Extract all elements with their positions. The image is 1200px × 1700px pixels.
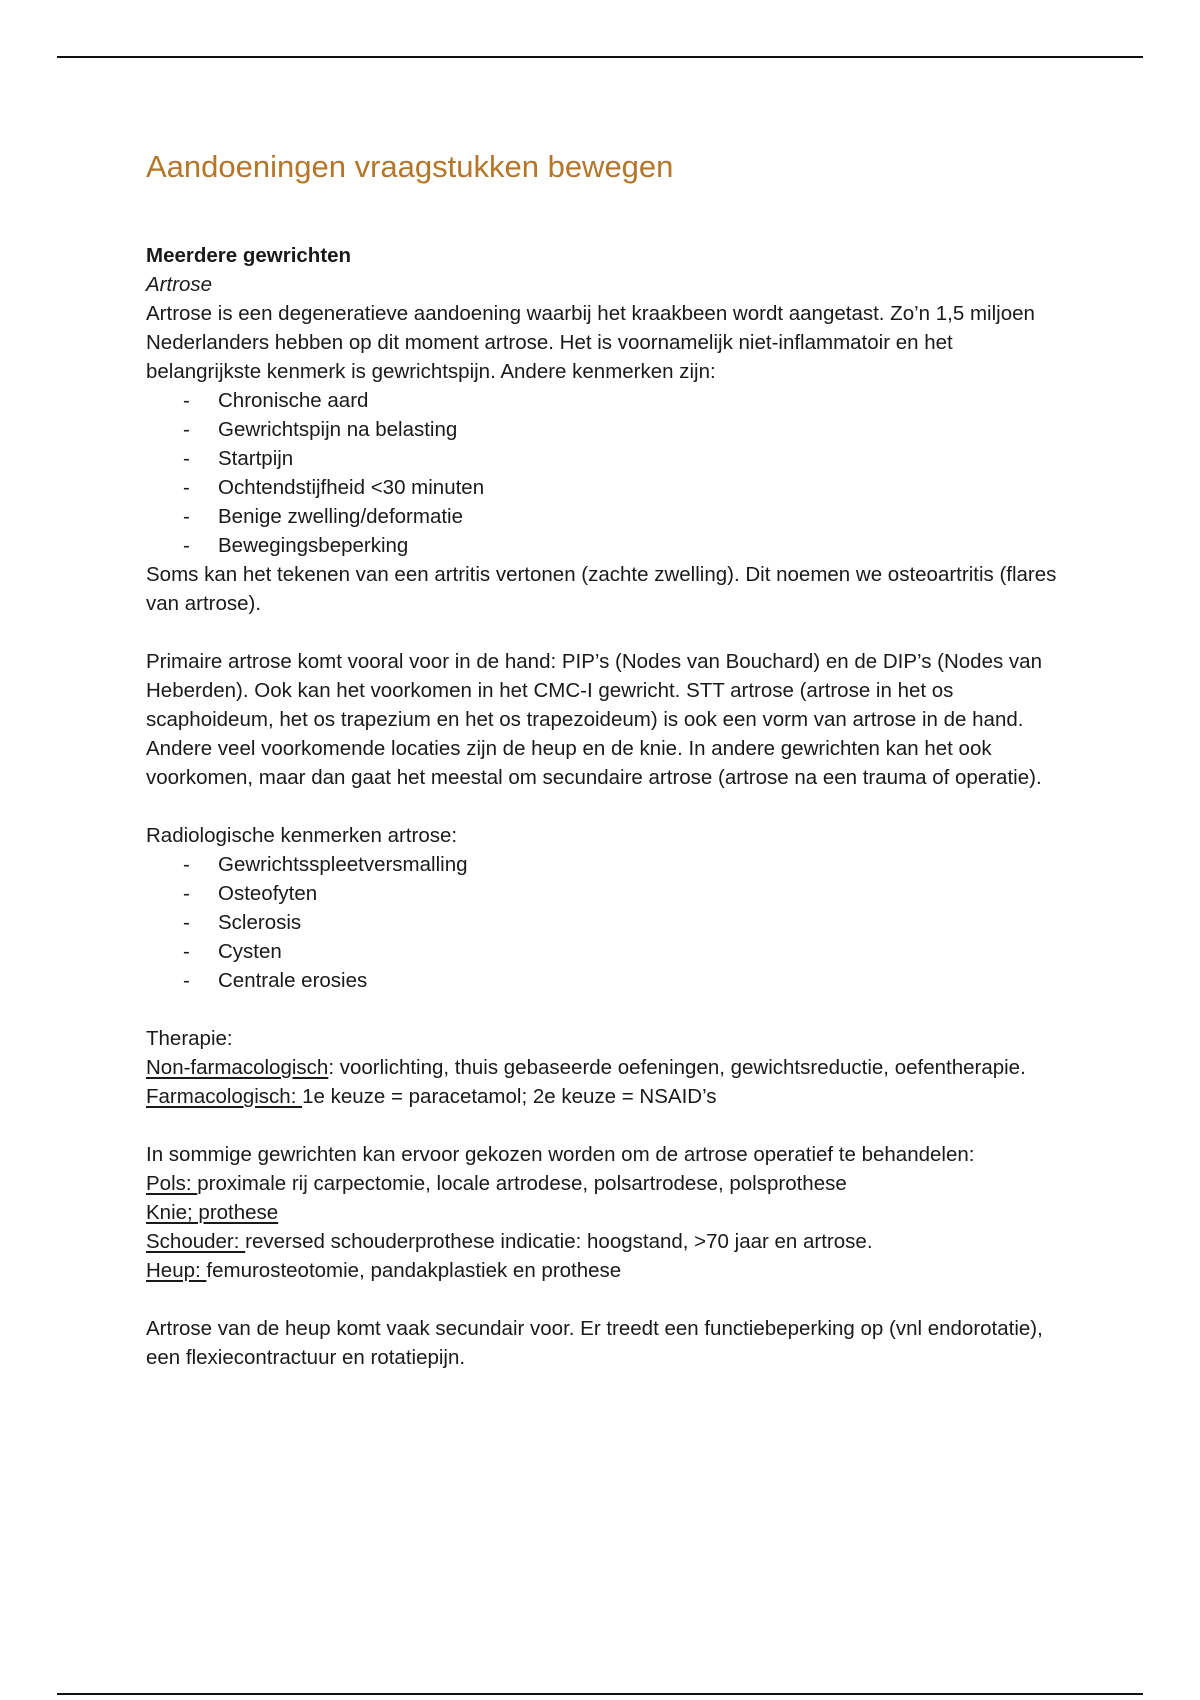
document-body [146, 142, 1066, 1372]
radiology-label: Radiologische kenmerken artrose: [146, 824, 458, 847]
list-item: - Benige zwelling/deformatie [146, 502, 1066, 531]
surgery-label: Knie; prothese [146, 1201, 279, 1224]
surgery-item-pols [146, 1169, 1066, 1198]
list-item: - Bewegingsbeperking [146, 531, 1066, 560]
list-item: - Chronische aard [146, 386, 1066, 415]
list-item: - Gewrichtspijn na belasting [146, 415, 1066, 444]
radiology-list [146, 850, 1066, 995]
surgery-text: femurosteotomie, pandakplastiek en prothese [206, 1259, 622, 1282]
list-item: - Gewrichtsspleetversmalling [146, 850, 1066, 879]
therapy-nonpharm-text: : voorlichting, thuis gebaseerde oefeningen, gewichtsreductie, oefentherapie. [328, 1056, 1026, 1079]
list-item: - Ochtendstijfheid <30 minuten [146, 473, 1066, 502]
therapy-pharm [146, 1082, 1066, 1111]
hip-paragraph: Artrose van de heup komt vaak secundair voor. Er treedt een functiebeperking op (vnl endorotatie), een flexiecontractuur en rotatiepijn. [146, 1317, 1043, 1369]
therapy-nonpharm [146, 1053, 1066, 1082]
surgery-label: Schouder: [146, 1230, 246, 1253]
surgery-text: reversed schouderprothese indicatie: hoogstand, >70 jaar en artrose. [245, 1230, 873, 1253]
osteoarthritis-note: Soms kan het tekenen van een artritis vertonen (zachte zwelling). Dit noemen we osteoartritis (flares van artrose). [146, 563, 1057, 615]
page-title: Aandoeningen vraagstukken bewegen [146, 149, 674, 184]
bottom-rule [57, 1693, 1143, 1695]
list-item: - Startpijn [146, 444, 1066, 473]
therapy-pharm-label: Farmacologisch: [146, 1085, 303, 1108]
surgery-label: Heup: [146, 1259, 207, 1282]
therapy-nonpharm-label: Non-farmacologisch [146, 1056, 329, 1079]
surgery-intro: In sommige gewrichten kan ervoor gekozen worden om de artrose operatief te behandelen: [146, 1143, 975, 1166]
list-item: - Sclerosis [146, 908, 1066, 937]
subheading: Artrose [146, 273, 213, 296]
list-item: - Osteofyten [146, 879, 1066, 908]
surgery-item-schouder [146, 1227, 1066, 1256]
therapy-label: Therapie: [146, 1027, 233, 1050]
surgery-label: Pols: [146, 1172, 198, 1195]
section-heading: Meerdere gewrichten [146, 244, 352, 267]
intro-paragraph: Artrose is een degeneratieve aandoening waarbij het kraakbeen wordt aangetast. Zo’n 1,5 miljoen Nederlanders hebben op dit moment artrose. Het is voornamelijk niet-inflammatoir en het belangrijkste kenmerk is gewrichtspijn. Andere kenmerken zijn: [146, 302, 1035, 383]
list-item: - Cysten [146, 937, 1066, 966]
surgery-item-heup [146, 1256, 1066, 1285]
features-list [146, 386, 1066, 560]
list-item: - Centrale erosies [146, 966, 1066, 995]
top-rule [57, 56, 1143, 58]
primary-arthrosis-paragraph: Primaire artrose komt vooral voor in de hand: PIP’s (Nodes van Bouchard) en de DIP’s (Nodes van Heberden). Ook kan het voorkomen in het CMC-I gewricht. STT artrose (artrose in het os scaphoideum, het os trapezium en het os trapezoideum) is ook een vorm van artrose in de hand. Andere veel voorkomende locaties zijn de heup en de knie. In andere gewrichten kan het ook voorkomen, maar dan gaat het meestal om secundaire artrose (artrose na een trauma of operatie). [146, 650, 1042, 789]
surgery-item-knie [146, 1198, 1066, 1227]
surgery-text: proximale rij carpectomie, locale artrodese, polsartrodese, polsprothese [197, 1172, 847, 1195]
therapy-pharm-text: 1e keuze = paracetamol; 2e keuze = NSAID’s [302, 1085, 717, 1108]
